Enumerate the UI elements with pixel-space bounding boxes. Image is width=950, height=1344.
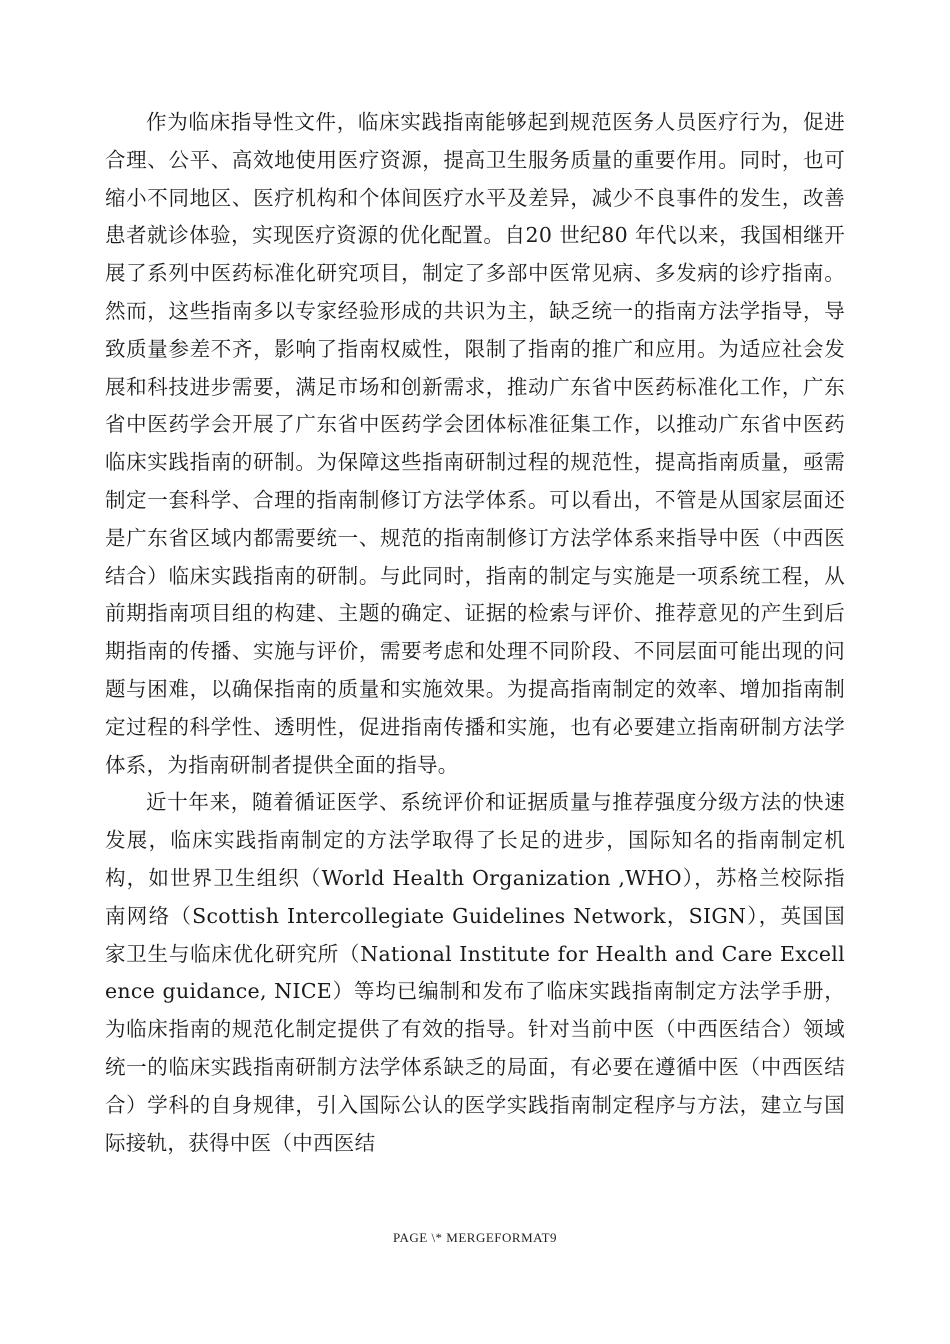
- paragraph-2: 近十年来，随着循证医学、系统评价和证据质量与推荐强度分级方法的快速发展，临床实践指南制定的方法学取得了长足的进步，国际知名的指南制定机构，如世界卫生组织（World Health Organization ,WHO），苏格兰校际指南网络（Scottish Intercollegiate Guidelines Network，SIGN），英国国家卫生与临床优化研究所（National Institute for Health and Care Excellence guidance, NICE）等均已编制和发布了临床实践指南制定方法学手册，为临床指南的规范化制定提供了有效的指导。针对当前中医（中西医结合）领域统一的临床实践指南研制方法学体系缺乏的局面，有必要在遵循中医（中西医结合）学科的自身规律，引入国际公认的医学实践指南制定程序与方法，建立与国际接轨，获得中医（中西医结: [105, 790, 845, 1155]
- paragraph-1: 作为临床指导性文件，临床实践指南能够起到规范医务人员医疗行为，促进合理、公平、高效地使用医疗资源，提高卫生服务质量的重要作用。同时，也可缩小不同地区、医疗机构和个体间医疗水平及差异，减少不良事件的发生，改善患者就诊体验，实现医疗资源的优化配置。自20 世纪80 年代以来，我国相继开展了系列中医药标准化研究项目，制定了多部中医常见病、多发病的诊疗指南。然而，这些指南多以专家经验形成的共识为主，缺乏统一的指南方法学指导，导致质量参差不齐，影响了指南权威性，限制了指南的推广和应用。为适应社会发展和科技进步需要，满足市场和创新需求，推动广东省中医药标准化工作，广东省中医药学会开展了广东省中医药学会团体标准征集工作，以推动广东省中医药临床实践指南的研制。为保障这些指南研制过程的规范性，提高指南质量，亟需制定一套科学、合理的指南制修订方法学体系。可以看出，不管是从国家层面还是广东省区域内都需要统一、规范的指南制修订方法学体系来指导中医（中西医结合）临床实践指南的研制。与此同时，指南的制定与实施是一项系统工程，从前期指南项目组的构建、主题的确定、证据的检索与评价、推荐意见的产生到后期指南的传播、实施与评价，需要考虑和处理不同阶段、不同层面可能出现的问题与困难，以确保指南的质量和实施效果。为提高指南制定的效率、增加指南制定过程的科学性、透明性，促进指南传播和实施，也有必要建立指南研制方法学体系，为指南研制者提供全面的指导。: [105, 110, 845, 777]
- document-body: [105, 104, 845, 1162]
- page-footer: PAGE \* MERGEFORMAT9: [392, 1230, 558, 1245]
